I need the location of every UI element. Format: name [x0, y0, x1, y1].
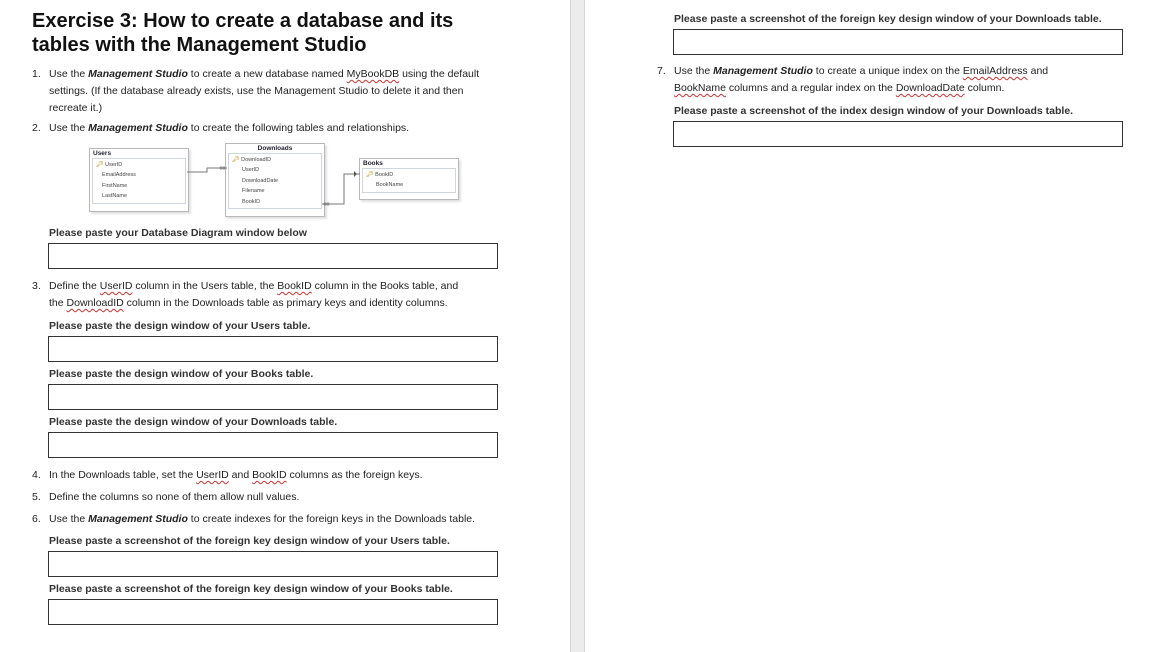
diagram-column: DownloadDate: [242, 177, 279, 184]
exercise-title: Exercise 3: How to create a database and its tables with the Management Studio: [32, 10, 454, 56]
paste-box-fk-downloads[interactable]: [673, 29, 1123, 55]
prompt-fk-books: Please paste a screenshot of the foreign key design window of your Books table.: [49, 583, 453, 595]
diagram-table-downloads: Downloads 🔑︎ DownloadID UserID DownloadDate Filename BookID: [225, 143, 325, 217]
key-icon: 🔑︎: [232, 157, 240, 163]
prompt-fk-downloads: Please paste a screenshot of the foreign key design window of your Downloads table.: [674, 13, 1102, 25]
diagram-column: 🔑︎ DownloadID: [232, 157, 272, 163]
document-page-right: Please paste a screenshot of the foreign key design window of your Downloads table. 7. Use the Management Studio to create a unique index on the EmailAddress and BookName columns and a regular index on the DownloadDate column. Please paste a screenshot of the index design window of your Downloads table.: [585, 0, 1176, 652]
prompt-users-design: Please paste the design window of your Users table.: [49, 320, 311, 332]
diagram-column: EmailAddress: [102, 172, 136, 179]
diagram-column: 🔑︎ UserID: [96, 162, 123, 168]
diagram-column: FirstName: [102, 182, 128, 189]
document-page-left: Exercise 3: How to create a database and its tables with the Management Studio 1. Use the Management Studio to create a new database named MyBookDB using the default settings. (If the database already exists, use the Management Studio to delete it and then recreate it.) 2. Use the Management Studio to create the following tables and relationships. Users 🔑︎ UserID EmailAddress FirstName LastName Downloads 🔑︎ DownloadID UserID DownloadDate Filename BookID Books 🔑︎ BookID BookName Please paste your Database Diagram window below 3. Define the UserID column in the Users table, the BookID column in the Books table, and the DownloadID column in the Downloads table as primary keys and identity columns. Please paste the design window of your Users table. Please paste the design window of your Books table. Please paste the design window of your Downloads table. 4. In the Downloads table, set the UserID and BookID columns as the foreign keys. 5. Define the columns so none of them allow null values. 6. Use the Management Studio to create indexes for the foreign keys in the Downloads table. Please paste a screenshot of the foreign key design window of your Users table. Please paste a screenshot of the foreign key design window of your Books table.: [0, 0, 570, 652]
prompt-fk-users: Please paste a screenshot of the foreign key design window of your Users table.: [49, 535, 450, 547]
diagram-column: LastName: [102, 193, 128, 200]
paste-box-fk-users[interactable]: [48, 551, 498, 577]
relationship-line-users-downloads: [185, 160, 230, 180]
diagram-column: 🔑︎ BookID: [366, 172, 394, 178]
prompt-index: Please paste a screenshot of the index design window of your Downloads table.: [674, 105, 1074, 117]
paste-box-index[interactable]: [673, 121, 1123, 147]
prompt-downloads-design: Please paste the design window of your Downloads table.: [49, 416, 338, 428]
relationship-line-books-downloads: [320, 168, 362, 208]
paste-box-fk-books[interactable]: [48, 599, 498, 625]
paste-box-diagram[interactable]: [48, 243, 498, 269]
diagram-column: Filename: [242, 188, 265, 195]
paste-box-users-design[interactable]: [48, 336, 498, 362]
diagram-column: BookID: [242, 198, 261, 205]
prompt-books-design: Please paste the design window of your Books table.: [49, 368, 314, 380]
diagram-column: UserID: [242, 167, 260, 174]
key-icon: 🔑︎: [96, 162, 104, 168]
key-icon: 🔑︎: [366, 172, 374, 178]
page-gutter: [570, 0, 585, 652]
diagram-column: BookName: [376, 182, 404, 189]
diagram-table-books: Books 🔑︎ BookID BookName: [359, 158, 459, 200]
paste-box-books-design[interactable]: [48, 384, 498, 410]
paste-box-downloads-design[interactable]: [48, 432, 498, 458]
diagram-table-users: Users 🔑︎ UserID EmailAddress FirstName LastName: [89, 148, 189, 212]
prompt-diagram: Please paste your Database Diagram window below: [49, 227, 307, 239]
